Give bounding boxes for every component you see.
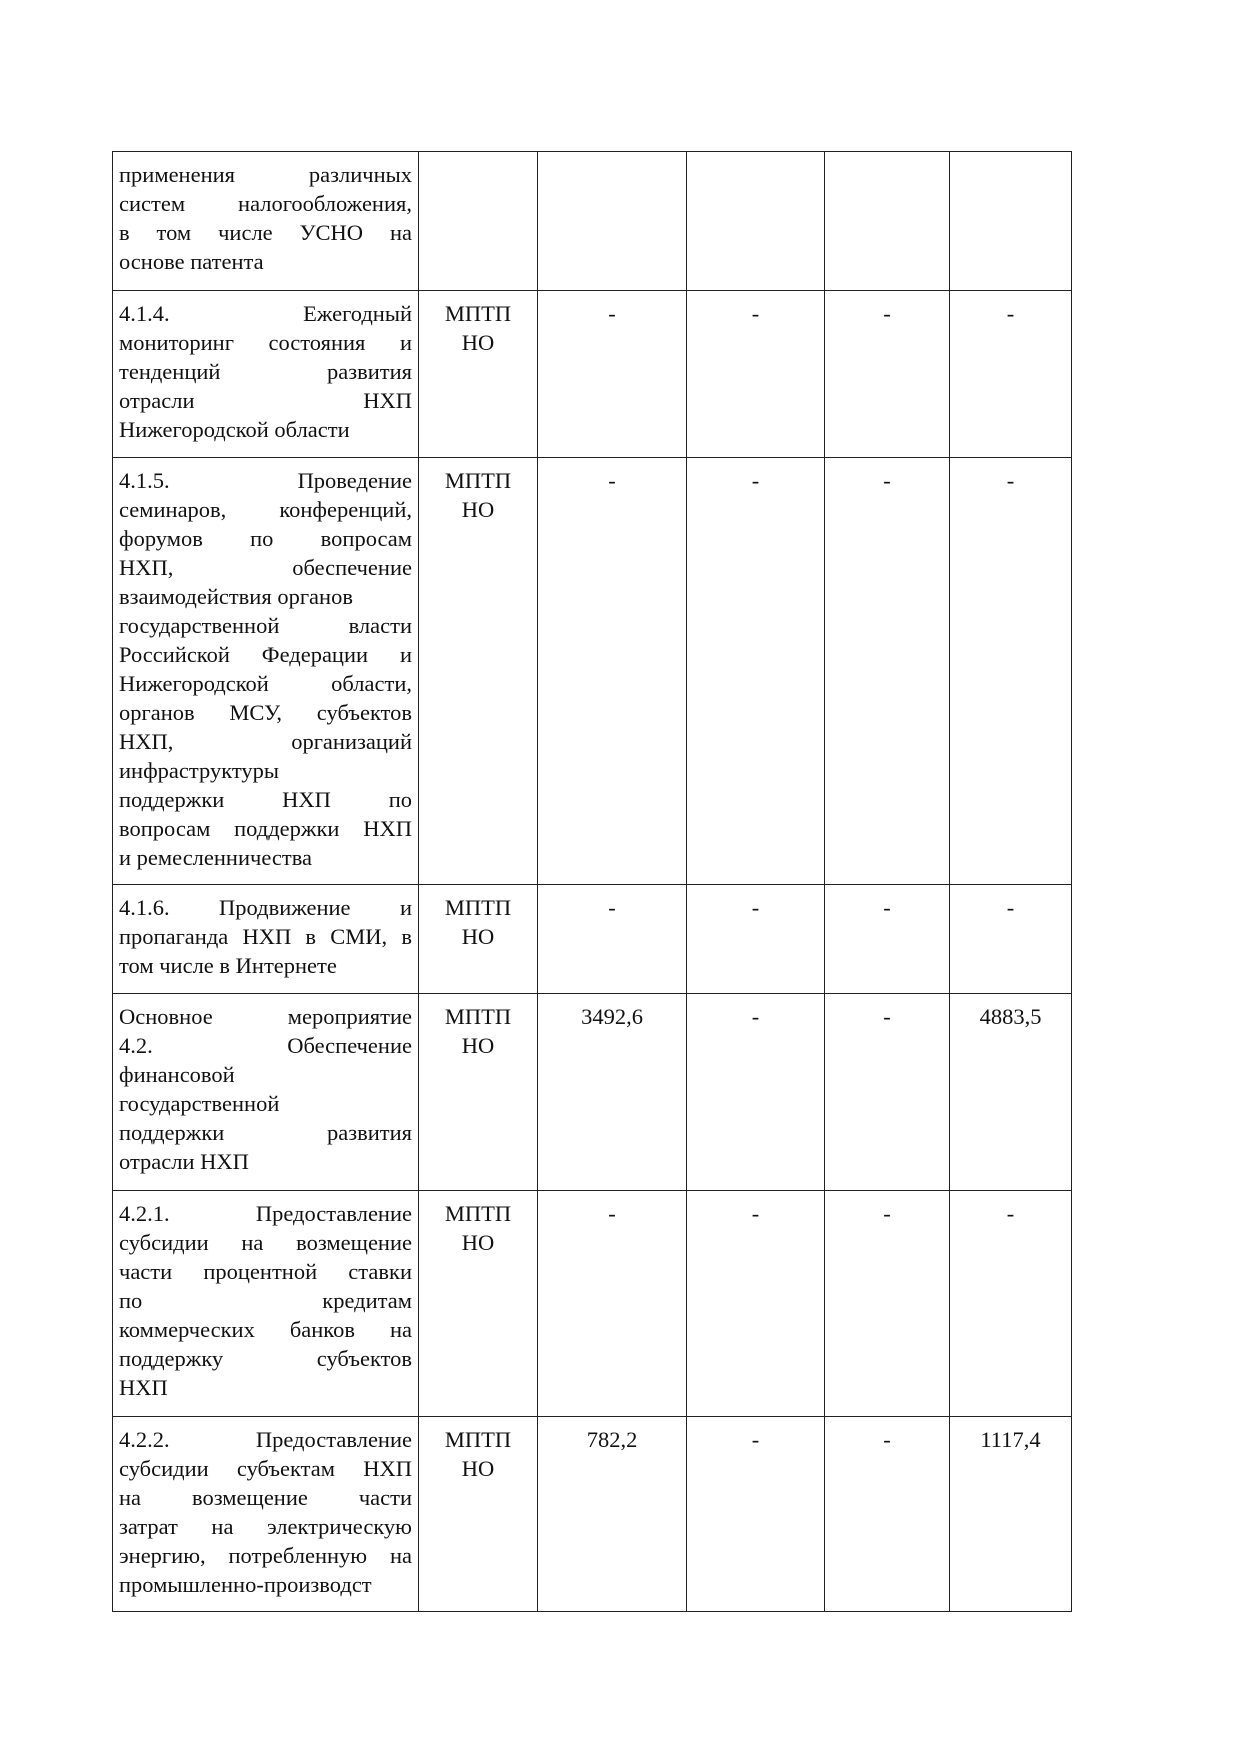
funding-value-cell	[687, 152, 825, 291]
funding-value-cell: 1117,4	[950, 1417, 1072, 1612]
description-line: том числе в Интернете	[119, 953, 337, 978]
funding-value-cell: 3492,6	[538, 994, 687, 1191]
executor-line: НО	[461, 1456, 495, 1481]
funding-value-cell: -	[825, 458, 950, 885]
description-line: отрасли НХП	[119, 1149, 249, 1174]
description-line: пропаганда НХП в СМИ, в	[119, 924, 412, 949]
funding-value-cell: -	[538, 885, 687, 994]
executor-line: МПТП	[444, 1004, 512, 1029]
description-line: коммерческих банков на	[119, 1317, 412, 1342]
description-line: взаимодействия органов	[119, 584, 353, 609]
executor-line: МПТП	[444, 1427, 512, 1452]
funding-value-cell: -	[687, 291, 825, 458]
description-line: поддержки развития	[119, 1120, 412, 1145]
description-line: органов МСУ, субъектов	[119, 700, 412, 725]
description-line: Нижегородской области,	[119, 671, 412, 696]
description-line: государственной	[119, 1091, 280, 1116]
measure-description	[113, 152, 419, 291]
table-row	[113, 291, 1072, 458]
funding-value-cell: -	[825, 1191, 950, 1417]
description-line: 4.2. Обеспечение	[119, 1033, 412, 1058]
funding-value-cell: 782,2	[538, 1417, 687, 1612]
description-line: вопросам поддержки НХП	[119, 816, 412, 841]
description-line: поддержку субъектов	[119, 1346, 412, 1371]
executor-cell	[419, 458, 538, 885]
description-line: Нижегородской области	[119, 417, 350, 442]
description-line: промышленно-производст	[119, 1572, 372, 1597]
description-line: форумов по вопросам	[119, 526, 412, 551]
funding-value-cell: -	[687, 1191, 825, 1417]
funding-value-cell: -	[825, 1417, 950, 1612]
description-line: субсидии на возмещение	[119, 1230, 412, 1255]
description-line: отрасли НХП	[119, 388, 412, 413]
funding-value-cell: -	[950, 458, 1072, 885]
funding-value-cell	[950, 152, 1072, 291]
description-line: по кредитам	[119, 1288, 412, 1313]
executor-line: НО	[461, 1230, 495, 1255]
description-line: субсидии субъектам НХП	[119, 1456, 412, 1481]
executor-cell	[419, 291, 538, 458]
description-line: и ремесленничества	[119, 845, 313, 870]
measure-description	[113, 458, 419, 885]
description-line: НХП	[119, 1375, 168, 1400]
measures-table	[112, 151, 1072, 1612]
executor-line: МПТП	[444, 895, 512, 920]
executor-cell	[419, 994, 538, 1191]
description-line: тенденций развития	[119, 359, 412, 384]
funding-value-cell: -	[687, 458, 825, 885]
description-line: 4.2.1. Предоставление	[119, 1201, 412, 1226]
description-line: НХП, обеспечение	[119, 555, 412, 580]
description-line: в том числе УСНО на	[119, 220, 412, 245]
funding-value-cell: -	[950, 1191, 1072, 1417]
measure-description	[113, 1191, 419, 1417]
executor-line: НО	[461, 497, 495, 522]
measure-description	[113, 885, 419, 994]
executor-cell	[419, 152, 538, 291]
executor-cell	[419, 885, 538, 994]
funding-value-cell: -	[825, 994, 950, 1191]
executor-line: НО	[461, 1033, 495, 1058]
executor-line: НО	[461, 330, 495, 355]
description-line: систем налогообложения,	[119, 191, 412, 216]
description-line: мониторинг состояния и	[119, 330, 412, 355]
description-line: Российской Федерации и	[119, 642, 412, 667]
table-row	[113, 1417, 1072, 1612]
description-line: энергию, потребленную на	[119, 1543, 412, 1568]
funding-value-cell	[825, 152, 950, 291]
funding-value-cell: -	[538, 458, 687, 885]
table-row	[113, 458, 1072, 885]
table-row	[113, 152, 1072, 291]
measure-description	[113, 1417, 419, 1612]
description-line: поддержки НХП по	[119, 787, 412, 812]
description-line: инфраструктуры	[119, 758, 279, 783]
table-row	[113, 994, 1072, 1191]
funding-value-cell	[538, 152, 687, 291]
table-row	[113, 885, 1072, 994]
description-line: применения различных	[119, 162, 412, 187]
description-line: государственной власти	[119, 613, 412, 638]
funding-value-cell: -	[825, 885, 950, 994]
funding-value-cell: -	[538, 1191, 687, 1417]
description-line: 4.1.5. Проведение	[119, 468, 412, 493]
description-line: на возмещение части	[119, 1485, 412, 1510]
executor-line: МПТП	[444, 301, 512, 326]
description-line: затрат на электрическую	[119, 1514, 412, 1539]
executor-cell	[419, 1191, 538, 1417]
funding-value-cell: -	[687, 1417, 825, 1612]
description-line: части процентной ставки	[119, 1259, 412, 1284]
funding-value-cell: -	[687, 994, 825, 1191]
table-row	[113, 1191, 1072, 1417]
executor-line: МПТП	[444, 1201, 512, 1226]
description-line: НХП, организаций	[119, 729, 412, 754]
description-line: семинаров, конференций,	[119, 497, 412, 522]
description-line: 4.1.4. Ежегодный	[119, 301, 412, 326]
funding-value-cell: -	[538, 291, 687, 458]
executor-line: МПТП	[444, 468, 512, 493]
funding-value-cell: -	[950, 885, 1072, 994]
description-line: 4.1.6. Продвижение и	[119, 895, 412, 920]
description-line: 4.2.2. Предоставление	[119, 1427, 412, 1452]
description-line: Основное мероприятие	[119, 1004, 412, 1029]
funding-value-cell: -	[950, 291, 1072, 458]
funding-value-cell: -	[825, 291, 950, 458]
measure-description	[113, 994, 419, 1191]
description-line: финансовой	[119, 1062, 235, 1087]
executor-line: НО	[461, 924, 495, 949]
measure-description	[113, 291, 419, 458]
funding-value-cell: 4883,5	[950, 994, 1072, 1191]
executor-cell	[419, 1417, 538, 1612]
funding-value-cell: -	[687, 885, 825, 994]
description-line: основе патента	[119, 249, 264, 274]
